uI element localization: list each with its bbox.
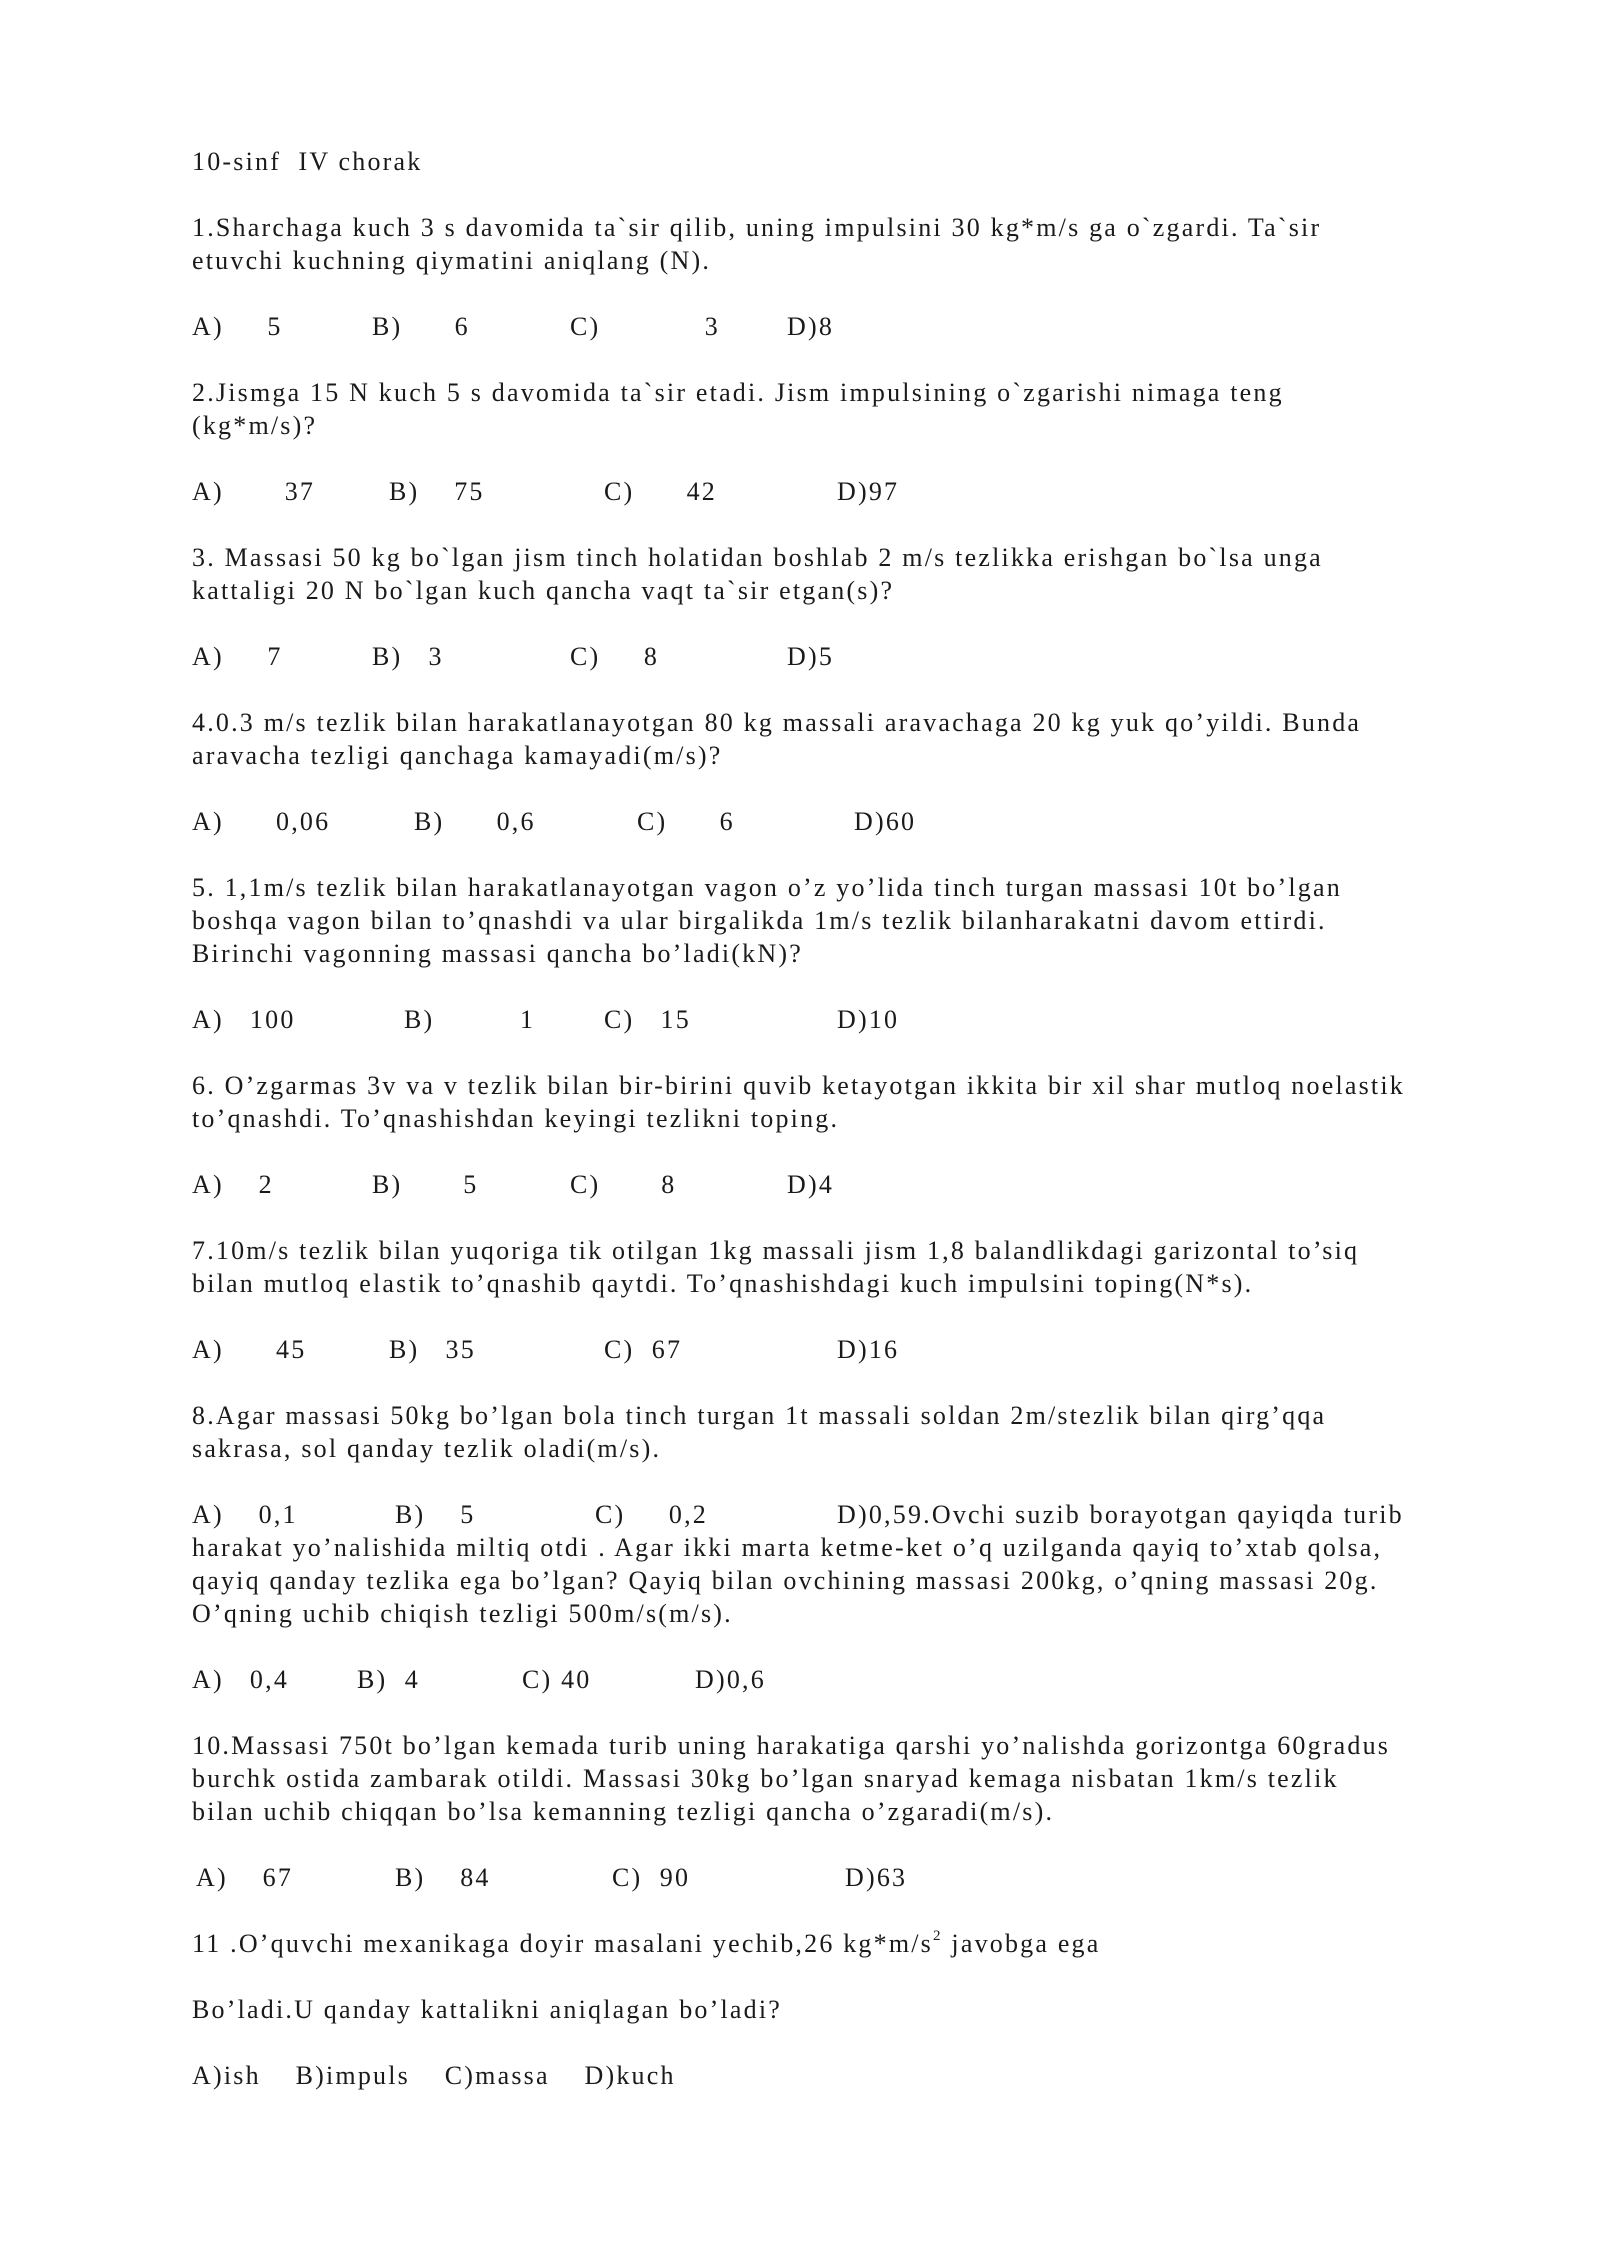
option-c: C) 8 — [570, 642, 660, 671]
question-text-line: 8.Agar massasi 50kg bo’lgan bola tinch turgan 1t massali soldan 2m/stezlik bilan qirg’qqa — [192, 1401, 1327, 1430]
option-d: D)16 — [837, 1335, 900, 1364]
option-c: C) 90 — [612, 1863, 691, 1892]
answer-options — [192, 1333, 1492, 1366]
question-text-line: 6. O’zgarmas 3v va v tezlik bilan bir-birini quvib ketayotgan ikkita bir xil shar mutloq noelastik — [192, 1071, 1405, 1100]
option-c: C) 3 — [570, 312, 720, 341]
option-b: B) 5 — [372, 1170, 479, 1199]
option-b: B) — [404, 1005, 435, 1034]
question-text-line: bilan mutloq elastik to’qnashib qaytdi. To’qnashishdagi kuch impulsini toping(N*s). — [192, 1269, 1254, 1298]
worksheet — [192, 145, 1492, 2125]
option-d: D)0,6 — [695, 1665, 766, 1694]
answer-options: A)ish B)impuls C)massa D)kuch — [192, 2061, 676, 2090]
option-c: C) 67 — [604, 1335, 683, 1364]
question-text-line: boshqa vagon bilan to’qnashdi va ular birgalikda 1m/s tezlik bilanharakatni davom ettirdi. — [192, 906, 1327, 935]
question-text-line: harakat yo’nalishida miltiq otdi . Agar ikki marta ketme-ket o’q uzilganda qayiq to’xtab qolsa, — [192, 1533, 1383, 1562]
option-c: C) 0,2 — [595, 1500, 708, 1529]
question-text-line: 4.0.3 m/s tezlik bilan harakatlanayotgan 80 kg massali aravachaga 20 kg yuk qo’yildi. Bunda — [192, 708, 1362, 737]
option-c: C) 42 — [604, 477, 717, 506]
question-10 — [192, 1729, 1492, 1828]
option-a: A) 0,06 — [192, 807, 331, 836]
option-b: B) 3 — [372, 642, 444, 671]
answer-options — [192, 1498, 1492, 1531]
question-text-fragment: javobga ega — [942, 1929, 1101, 1958]
option-d: D)4 — [787, 1170, 835, 1199]
question-text-line: 3. Massasi 50 kg bo`lgan jism tinch holatidan boshlab 2 m/s tezlikka erishgan bo`lsa unga — [192, 543, 1323, 572]
question-11-continued — [192, 1993, 1492, 2026]
option-d: D)5 — [787, 642, 835, 671]
option-b: B) 5 — [395, 1500, 476, 1529]
question-11 — [192, 1927, 1492, 1960]
question-9 — [192, 1498, 1492, 1630]
option-a: A) 5 — [192, 312, 283, 341]
answer-options — [192, 805, 1492, 838]
question-text-line: sakrasa, sol qanday tezlik oladi(m/s). — [192, 1434, 662, 1463]
question-text-line — [192, 1927, 1492, 1960]
answer-options — [192, 1663, 1492, 1696]
answer-options — [192, 1003, 1492, 1036]
option-d: D)63 — [845, 1863, 908, 1892]
question-6 — [192, 1069, 1492, 1135]
option-a: A) 67 — [196, 1863, 294, 1892]
question-text-line: Bo’ladi.U qanday kattalikni aniqlagan bo’ladi? — [192, 1995, 782, 2024]
option-c: C) 6 — [637, 807, 735, 836]
option-b-value: 1 — [520, 1005, 536, 1034]
option-b: B) 0,6 — [414, 807, 536, 836]
option-d: D)97 — [837, 477, 900, 506]
question-text-line: etuvchi kuchning qiymatini aniqlang (N). — [192, 246, 712, 275]
option-a: A) 37 — [192, 477, 316, 506]
option-b: B) 35 — [389, 1335, 476, 1364]
question-text-line: bilan uchib chiqqan bo’lsa kemanning tezligi qancha o’zgaradi(m/s). — [192, 1797, 1055, 1826]
question-9-start: 9.Ovchi suzib borayotgan qayiqda turib — [907, 1500, 1404, 1529]
question-4 — [192, 706, 1492, 772]
superscript-exponent: 2 — [933, 1928, 943, 1945]
option-a: A) 7 — [192, 642, 283, 671]
question-text-line: kattaligi 20 N bo`lgan kuch qancha vaqt ta`sir etgan(s)? — [192, 576, 895, 605]
question-text-line: qayiq qanday tezlika ega bo’lgan? Qayiq bilan ovchining massasi 200kg, o’qning massasi 20g. — [192, 1566, 1379, 1595]
question-5 — [192, 871, 1492, 970]
question-text-line: aravacha tezligi qanchaga kamayadi(m/s)? — [192, 741, 723, 770]
question-text-line: Birinchi vagonning massasi qancha bo’ladi(kN)? — [192, 939, 803, 968]
question-8 — [192, 1399, 1492, 1465]
question-3 — [192, 541, 1492, 607]
option-a: A) 100 — [192, 1005, 296, 1034]
option-d-value: D)0,5 — [837, 1500, 908, 1529]
option-d: D)60 — [854, 807, 917, 836]
question-text-line: 7.10m/s tezlik bilan yuqoriga tik otilgan 1kg massali jism 1,8 balandlikdagi garizontal to’siq — [192, 1236, 1360, 1265]
question-text-line: (kg*m/s)? — [192, 411, 318, 440]
answer-options — [192, 475, 1492, 508]
answer-options — [192, 310, 1492, 343]
question-7 — [192, 1234, 1492, 1300]
question-text-fragment: 11 .O’quvchi mexanikaga doyir masalani yechib,26 kg*m/s — [192, 1929, 934, 1958]
option-d: D)10 — [837, 1005, 900, 1034]
option-b: B) 75 — [389, 477, 485, 506]
option-c: C) 40 — [522, 1665, 592, 1694]
answer-options — [192, 1861, 1492, 1894]
option-a: A) 45 — [192, 1335, 307, 1364]
option-b: B) 4 — [357, 1665, 420, 1694]
option-a: A) 2 — [192, 1170, 274, 1199]
question-text-line: to’qnashdi. To’qnashishdan keyingi tezlikni toping. — [192, 1104, 840, 1133]
answer-options — [192, 1168, 1492, 1201]
option-c: C) 15 — [604, 1005, 691, 1034]
question-text-line: 1.Sharchaga kuch 3 s davomida ta`sir qilib, uning impulsini 30 kg*m/s ga o`zgardi. Ta`sir — [192, 213, 1322, 242]
question-text-line: 5. 1,1m/s tezlik bilan harakatlanayotgan vagon o’z yo’lida tinch turgan massasi 10t bo’lgan — [192, 873, 1342, 902]
option-d — [837, 1498, 1404, 1531]
worksheet-heading: 10-sinf IV chorak — [192, 147, 423, 176]
option-a: A) 0,4 — [192, 1665, 290, 1694]
question-2 — [192, 376, 1492, 442]
option-b: B) 84 — [395, 1863, 491, 1892]
option-b: B) 6 — [372, 312, 470, 341]
option-d: D)8 — [787, 312, 835, 341]
question-text-line: O’qning uchib chiqish tezligi 500m/s(m/s). — [192, 1599, 733, 1628]
question-1 — [192, 211, 1492, 277]
question-text-line: 10.Massasi 750t bo’lgan kemada turib uning harakatiga qarshi yo’nalishda gorizontga 60gradus — [192, 1731, 1391, 1760]
option-a: A) 0,1 — [192, 1500, 298, 1529]
question-text-line: burchk ostida zambarak otildi. Massasi 30kg bo’lgan snaryad kemaga nisbatan 1km/s tezlik — [192, 1764, 1339, 1793]
question-text-line: 2.Jismga 15 N kuch 5 s davomida ta`sir etadi. Jism impulsining o`zgarishi nimaga teng — [192, 378, 1284, 407]
option-c: C) 8 — [570, 1170, 677, 1199]
answer-options — [192, 640, 1492, 673]
